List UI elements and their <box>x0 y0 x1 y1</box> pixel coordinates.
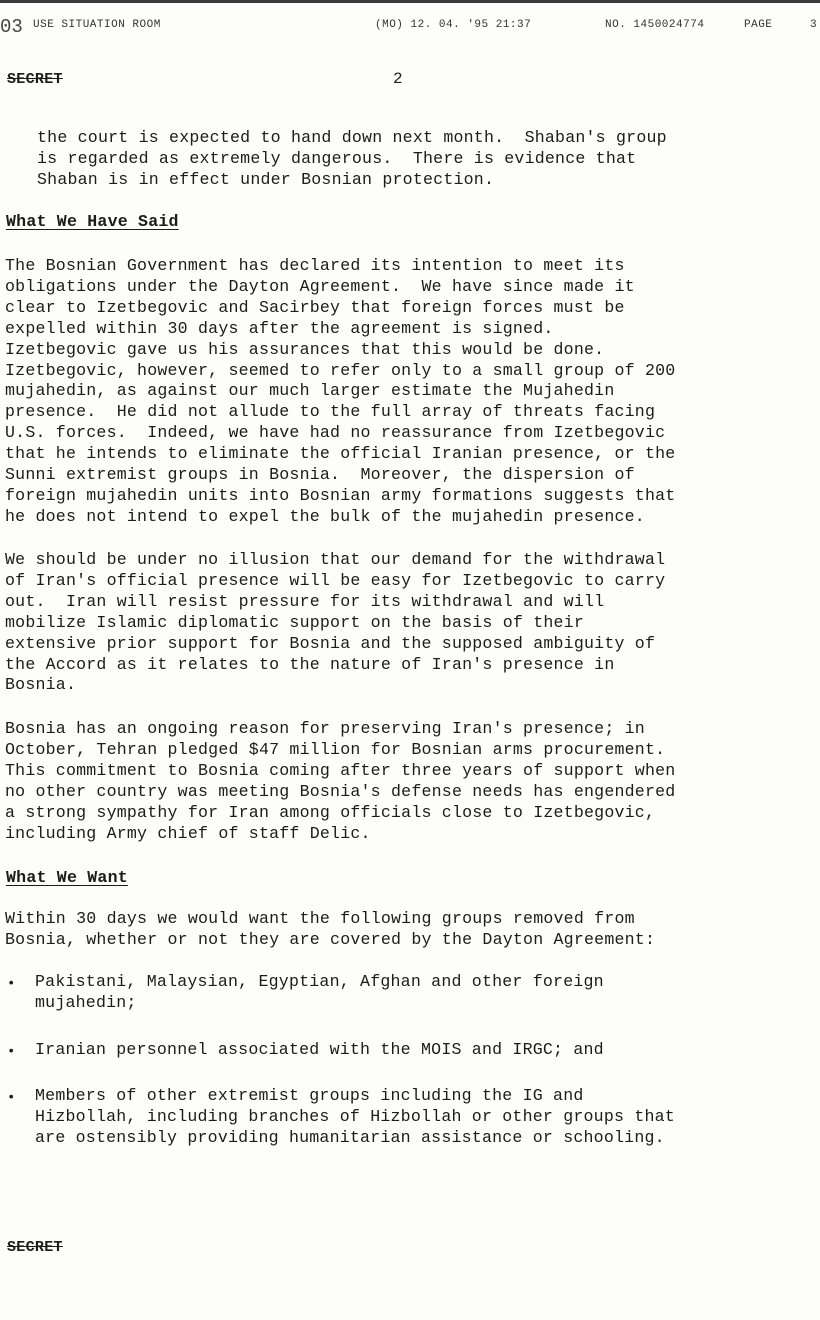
fax-origin: USE SITUATION ROOM <box>33 19 161 31</box>
fax-page-label: PAGE <box>744 19 773 31</box>
bullet-marker: • <box>7 976 16 992</box>
fax-header <box>0 14 820 38</box>
bullet-item-mujahedin: Pakistani, Malaysian, Egyptian, Afghan and other foreign mujahedin; <box>35 972 604 1012</box>
bullet-marker: • <box>7 1044 16 1060</box>
paragraph-within-30-days: Within 30 days we would want the following groups removed from Bosnia, whether or not they are covered by the Dayton Agreement: <box>5 909 656 949</box>
heading-what-we-have-said: What We Have Said <box>6 212 179 231</box>
bullet-marker: • <box>7 1090 16 1106</box>
fax-page-fragment: 03 <box>0 16 23 38</box>
classification-top: SECRET <box>7 71 63 88</box>
bullet-item-iranian-personnel: Iranian personnel associated with the MOIS and IRGC; and <box>35 1040 604 1059</box>
classification-bottom: SECRET <box>7 1239 63 1256</box>
fax-number: NO. 1450024774 <box>605 19 705 31</box>
top-border <box>0 0 820 3</box>
paragraph-bosnian-government: The Bosnian Government has declared its intention to meet its obligations under the Dayton Agreement. We have since made it clear to Izetbegovic and Sacirbey that foreign forces must be expelled within 30 days after the agreement is signed. Izetbegovic gave us his assurances that this would be done. Izetbegovic, however, seemed to refer only to a small group of 200 mujahedin, as against our much larger estimate the Mujahedin presence. He did not allude to the full array of threats facing U.S. forces. Indeed, we have had no reassurance from Izetbegovic that he intends to eliminate the official Iranian presence, or the Sunni extremist groups in Bosnia. Moreover, the dispersion of foreign mujahedin units into Bosnian army formations suggests that he does not intend to expel the bulk of the mujahedin presence. <box>5 256 676 526</box>
fax-page-num: 3 <box>810 19 818 31</box>
page-number: 2 <box>393 70 403 88</box>
paragraph-no-illusion: We should be under no illusion that our demand for the withdrawal of Iran's official presence will be easy for Izetbegovic to carry out. Iran will resist pressure for its withdrawal and will mobilize Islamic diplomatic support on the basis of their extensive prior support for Bosnia and the supposed ambiguity of the Accord as it relates to the nature of Iran's presence in Bosnia. <box>5 550 666 695</box>
paragraph-continued: the court is expected to hand down next month. Shaban's group is regarded as extremely dangerous. There is evidence that Shaban is in effect under Bosnian protection. <box>37 128 667 189</box>
bullet-item-extremist-groups: Members of other extremist groups including the IG and Hizbollah, including branches of Hizbollah or other groups that are ostensibly providing humanitarian assistance or schooling. <box>35 1086 675 1147</box>
paragraph-ongoing-reason: Bosnia has an ongoing reason for preserving Iran's presence; in October, Tehran pledged $47 million for Bosnian arms procurement. This commitment to Bosnia coming after three years of support when no other country was meeting Bosnia's defense needs has engendered a strong sympathy for Iran among officials close to Izetbegovic, including Army chief of staff Delic. <box>5 719 676 843</box>
fax-datetime: (MO) 12. 04. '95 21:37 <box>375 19 532 31</box>
heading-what-we-want: What We Want <box>6 868 128 887</box>
